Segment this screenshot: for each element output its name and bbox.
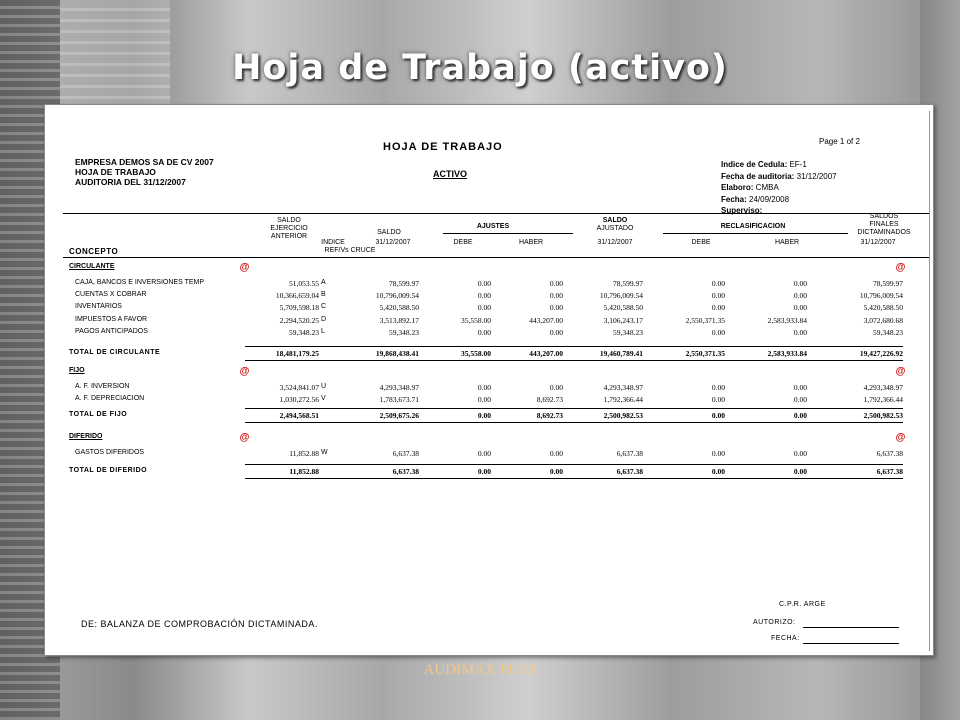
col-saldo-ajustado: SALDO AJUSTADO	[596, 217, 634, 232]
cell-haber: 0.00	[549, 383, 563, 392]
cell-debe: 0.00	[477, 279, 491, 288]
total-rule	[245, 464, 903, 465]
row-label: GASTOS DIFERIDOS	[75, 449, 145, 456]
bottom-note: DE: BALANZA DE COMPROBACIÓN DICTAMINADA.	[81, 619, 318, 629]
signature-cpr: C.P.R. ARGE	[779, 601, 826, 608]
cell-aj: 78,599.97	[613, 279, 643, 288]
cell-aj: 59,348.23	[613, 327, 643, 337]
total-rule-bottom	[245, 478, 903, 479]
row-label: IMPUESTOS A FAVOR	[75, 315, 148, 323]
header-rule-top	[63, 213, 929, 214]
cell-rdebe: 0.00	[711, 303, 725, 313]
cell-debe: 0.00	[477, 291, 491, 301]
page-number: Page 1 of 2	[819, 137, 860, 146]
row-label: A. F. INVERSION	[75, 383, 130, 390]
row-index: C	[321, 303, 327, 311]
worksheet-image	[44, 104, 934, 656]
cell-saldo: 6,637.38	[392, 449, 419, 458]
cell-ant: 51,053.55	[289, 279, 319, 288]
cell-debe: 35,558.00	[461, 315, 491, 325]
cell-ant: 1,030,272.56	[279, 395, 319, 405]
cell-fin: 78,599.97	[873, 279, 903, 288]
table-row	[63, 383, 929, 395]
company-name: EMPRESA DEMOS SA DE CV 2007	[75, 157, 214, 167]
total-aj: 19,460,789.41	[599, 349, 643, 358]
total-label: TOTAL DE CIRCULANTE	[69, 349, 161, 356]
cell-saldo: 4,293,348.97	[379, 383, 419, 392]
cell-rhaber: 0.00	[793, 291, 807, 301]
col-saldo-aj-date: 31/12/2007	[597, 239, 633, 246]
cell-haber: 0.00	[549, 303, 563, 313]
row-label: A. F. DEPRECIACION	[75, 395, 145, 403]
col-haber: HABER	[518, 239, 544, 246]
meta-superviso: Superviso:	[721, 206, 763, 215]
marker-icon: @	[895, 432, 906, 443]
marker-icon: @	[895, 262, 906, 273]
cell-fin: 10,796,009.54	[859, 291, 903, 301]
autorizo-line	[803, 627, 899, 628]
cell-debe: 0.00	[477, 383, 491, 392]
row-index: W	[321, 449, 328, 456]
cell-aj: 4,293,348.97	[603, 383, 643, 392]
total-saldo: 2,509,675.26	[379, 411, 419, 420]
worksheet-content	[63, 111, 930, 651]
cell-rdebe: 0.00	[711, 383, 725, 392]
total-debe: 0.00	[477, 411, 491, 420]
cell-haber: 0.00	[549, 279, 563, 288]
audit-date: AUDITORIA DEL 31/12/2007	[75, 177, 186, 187]
reclas-rule	[663, 233, 848, 234]
cell-saldo: 5,420,588.50	[379, 303, 419, 313]
col-saldo: SALDO	[377, 229, 401, 236]
col-reclasificacion: RECLASIFICACION	[720, 223, 786, 230]
signature-autorizo: AUTORIZO:	[753, 619, 796, 626]
total-rhaber: 0.00	[793, 467, 807, 476]
cell-debe: 0.00	[477, 395, 491, 405]
cell-ant: 5,709,598.18	[279, 303, 319, 313]
cell-haber: 443,207.00	[529, 315, 563, 325]
cell-saldo: 1,783,673.71	[379, 395, 419, 405]
row-label: CAJA, BANCOS E INVERSIONES TEMP	[75, 279, 205, 286]
footer-brand: AUDIMAX PLUS	[423, 662, 537, 678]
row-index: L	[321, 327, 325, 335]
total-rdebe: 0.00	[711, 411, 725, 420]
table-row	[63, 291, 929, 303]
cell-haber: 8,692.73	[536, 395, 563, 405]
cell-fin: 6,637.38	[876, 449, 903, 458]
cell-rhaber: 0.00	[793, 279, 807, 288]
cell-aj: 6,637.38	[616, 449, 643, 458]
cell-ant: 59,348.23	[289, 327, 319, 337]
section-label: ACTIVO	[433, 169, 468, 179]
cell-rdebe: 0.00	[711, 449, 725, 458]
total-haber: 0.00	[549, 467, 563, 476]
col-concepto: CONCEPTO	[69, 247, 119, 256]
fecha-line	[803, 643, 899, 644]
col-finales: SALDOS FINALES DICTAMINADOS	[857, 213, 911, 236]
cell-rdebe: 0.00	[711, 279, 725, 288]
cell-debe: 0.00	[477, 327, 491, 337]
meta-fecha: Fecha: 24/09/2008	[721, 194, 790, 204]
cell-aj: 1,792,366.44	[603, 395, 643, 405]
cell-rhaber: 0.00	[793, 383, 807, 392]
table-row	[63, 303, 929, 315]
table-row	[63, 279, 929, 291]
cell-haber: 0.00	[549, 449, 563, 458]
cell-ant: 11,852.88	[289, 449, 319, 458]
row-index: B	[321, 291, 326, 299]
meta-block	[721, 159, 837, 217]
cell-rhaber: 0.00	[793, 303, 807, 313]
cell-fin: 3,072,680.68	[863, 315, 903, 325]
marker-icon: @	[239, 366, 250, 377]
cell-fin: 1,792,366.44	[863, 395, 903, 405]
cell-rhaber: 2,583,933.84	[767, 315, 807, 325]
marker-icon: @	[239, 432, 250, 443]
ajustes-rule	[443, 233, 573, 234]
col-finales-date: 31/12/2007	[860, 239, 896, 246]
cell-fin: 4,293,348.97	[863, 383, 903, 392]
cell-ant: 2,294,520.25	[279, 315, 319, 325]
col-debe2: DEBE	[691, 239, 711, 246]
document-type: HOJA DE TRABAJO	[75, 167, 156, 177]
cell-rhaber: 0.00	[793, 395, 807, 405]
total-debe: 0.00	[477, 467, 491, 476]
cell-rhaber: 0.00	[793, 449, 807, 458]
cell-aj: 3,106,243.17	[603, 315, 643, 325]
table-row	[63, 449, 929, 461]
table-row	[63, 395, 929, 407]
cell-rdebe: 2,550,371.35	[685, 315, 725, 325]
total-rule	[245, 346, 903, 347]
col-debe: DEBE	[453, 239, 473, 246]
meta-elaboro: Elaboro: CMBA	[721, 183, 779, 192]
cell-rdebe: 0.00	[711, 395, 725, 405]
marker-icon: @	[239, 262, 250, 273]
total-ant: 11,852.88	[289, 467, 319, 476]
row-index: U	[321, 383, 327, 390]
section-heading-fijo: FIJO	[69, 367, 85, 374]
total-fin: 2,500,982.53	[863, 411, 903, 420]
total-label: TOTAL DE FIJO	[69, 411, 128, 418]
col-ref-cruce: REF/Vs CRUCE	[324, 247, 376, 254]
total-aj: 2,500,982.53	[603, 411, 643, 420]
table-row	[63, 316, 929, 328]
table-row	[63, 328, 929, 340]
total-rhaber: 0.00	[793, 411, 807, 420]
cell-aj: 10,796,009.54	[599, 291, 643, 301]
row-label: INVENTARIOS	[75, 303, 122, 311]
total-ant: 2,494,568.51	[279, 411, 319, 420]
total-ant: 18,481,179.25	[275, 349, 319, 358]
slide-title: Hoja de Trabajo (activo)	[232, 48, 728, 88]
total-fin: 6,637.38	[876, 467, 903, 476]
cell-fin: 5,420,588.50	[863, 303, 903, 313]
cell-rdebe: 0.00	[711, 327, 725, 337]
section-heading-circulante: CIRCULANTE	[69, 263, 115, 270]
total-rule	[245, 408, 903, 409]
total-label: TOTAL DE DIFERIDO	[69, 467, 148, 474]
cell-aj: 5,420,588.50	[603, 303, 643, 313]
cell-haber: 0.00	[549, 327, 563, 337]
meta-fecha-auditoria: Fecha de auditoria: 31/12/2007	[721, 171, 837, 181]
total-rule-bottom	[245, 422, 903, 423]
marker-icon: @	[895, 366, 906, 377]
cell-debe: 0.00	[477, 449, 491, 458]
total-rdebe: 2,550,371.35	[685, 349, 725, 358]
row-label: CUENTAS X COBRAR	[75, 291, 147, 299]
cell-rdebe: 0.00	[711, 291, 725, 301]
row-index: V	[321, 395, 326, 403]
total-haber: 443,207.00	[529, 349, 563, 358]
total-saldo: 19,868,438.41	[375, 349, 419, 358]
col-saldo-date: 31/12/2007	[375, 239, 411, 246]
row-label: PAGOS ANTICIPADOS	[75, 327, 148, 335]
cell-ant: 10,366,659.04	[275, 291, 319, 301]
section-heading-diferido: DIFERIDO	[69, 433, 103, 440]
total-aj: 6,637.38	[616, 467, 643, 476]
total-rule-bottom	[245, 360, 903, 361]
cell-ant: 3,524,841.07	[279, 383, 319, 392]
total-debe: 35,558.00	[461, 349, 491, 358]
total-rdebe: 0.00	[711, 467, 725, 476]
cell-saldo: 10,796,009.54	[375, 291, 419, 301]
row-index: D	[321, 315, 327, 323]
cell-saldo: 59,348.23	[389, 327, 419, 337]
col-haber2: HABER	[774, 239, 800, 246]
company-block	[75, 157, 214, 187]
meta-indice: Indice de Cedula: EF-1	[721, 160, 807, 169]
worksheet-title: HOJA DE TRABAJO	[383, 141, 503, 153]
col-ajustes: AJUSTES	[476, 223, 510, 230]
total-rhaber: 2,583,933.84	[767, 349, 807, 358]
col-saldo-anterior: SALDO EJERCICIO ANTERIOR	[270, 217, 308, 240]
signature-fecha: FECHA:	[771, 635, 800, 642]
total-saldo: 6,637.38	[392, 467, 419, 476]
cell-rhaber: 0.00	[793, 327, 807, 337]
cell-debe: 0.00	[477, 303, 491, 313]
total-fin: 19,427,226.92	[859, 349, 903, 358]
cell-saldo: 3,513,892.17	[379, 315, 419, 325]
cell-saldo: 78,599.97	[389, 279, 419, 288]
cell-fin: 59,348.23	[873, 327, 903, 337]
row-index: A	[321, 279, 326, 286]
col-indice: INDICE	[321, 239, 345, 246]
header-rule-bottom	[63, 257, 929, 258]
total-haber: 8,692.73	[536, 411, 563, 420]
cell-haber: 0.00	[549, 291, 563, 301]
